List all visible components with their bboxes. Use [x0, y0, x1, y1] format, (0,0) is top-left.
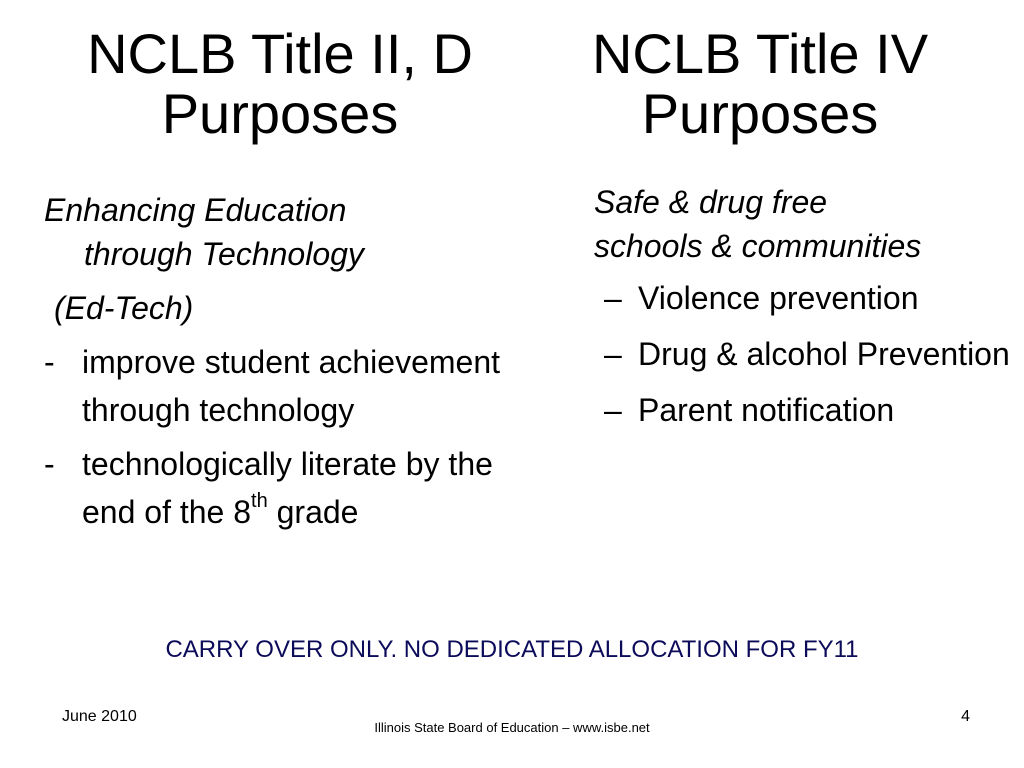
dash-marker: –: [604, 280, 622, 316]
list-item: [44, 338, 544, 434]
list-item: [604, 276, 1014, 320]
dash-marker: –: [604, 336, 622, 372]
right-intro-line2: schools & communities: [594, 228, 922, 264]
allocation-note: CARRY OVER ONLY. NO DEDICATED ALLOCATION FOR FY11: [165, 636, 859, 663]
left-title-line2: Purposes: [161, 82, 399, 145]
left-intro-paren: (Ed-Tech): [54, 290, 194, 326]
list-item-text: Parent notification: [638, 392, 895, 428]
list-item: [604, 332, 1014, 376]
left-intro-line1: Enhancing Education: [44, 192, 347, 228]
right-dash-list: [604, 276, 1014, 432]
bullet-text: improve student achievement through technology: [82, 344, 500, 428]
right-intro: [594, 180, 1014, 268]
list-item: [604, 388, 1014, 432]
dash-marker: –: [604, 392, 622, 428]
left-intro-line2: through Technology: [84, 236, 364, 272]
bullet-marker: -: [44, 446, 55, 482]
bullet-text-after: grade: [267, 494, 359, 530]
bullet-superscript: th: [251, 490, 268, 513]
right-intro-line1: Safe & drug free: [594, 184, 828, 220]
bullet-text-before: technologically literate by the end of the 8: [82, 446, 493, 530]
left-column-title: [30, 24, 530, 144]
footer-date: June 2010: [62, 708, 137, 725]
list-item: [44, 440, 544, 536]
page-number: 4: [961, 708, 970, 725]
left-title-line1: NCLB Title II, D: [87, 22, 473, 85]
list-item-text: Violence prevention: [638, 280, 919, 316]
footer-organization: Illinois State Board of Education – www.isbe.net: [374, 720, 650, 735]
right-column-body: [594, 180, 1014, 444]
list-item-text: Drug & alcohol Prevention: [638, 336, 1010, 372]
bullet-marker: -: [44, 344, 55, 380]
right-title-line1: NCLB Title IV: [591, 22, 929, 85]
right-column-title: [510, 24, 1010, 144]
left-intro: [44, 188, 544, 276]
left-column-body: [44, 188, 544, 542]
right-title-line2: Purposes: [641, 82, 879, 145]
left-bullet-list: [44, 338, 544, 536]
